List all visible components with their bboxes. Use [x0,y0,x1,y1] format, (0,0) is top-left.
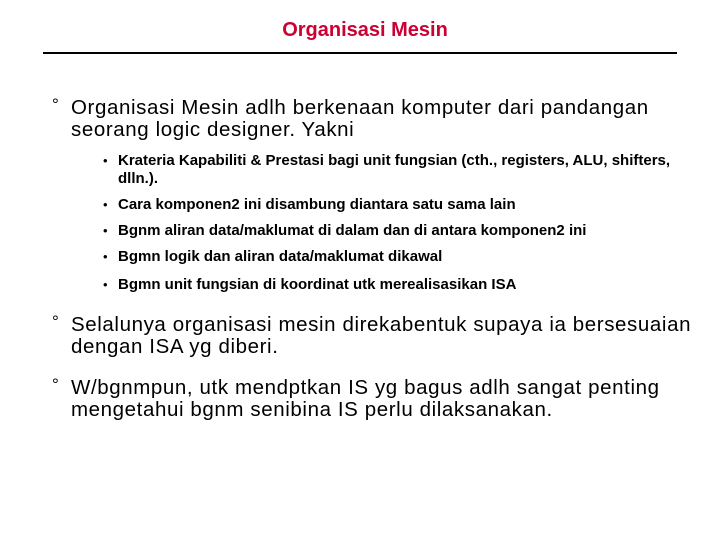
degree-bullet-icon: ° [52,312,60,331]
dot-bullet-icon: • [103,249,108,264]
slide-title: Organisasi Mesin [282,19,448,41]
sub-bullet-text: Bgnm aliran data/maklumat di dalam dan di antara komponen2 ini [118,222,587,239]
sub-bullet-text: Bgmn logik dan aliran data/maklumat dikawal [118,248,443,265]
dot-bullet-icon: • [103,153,108,168]
bullet-text: Selalunya organisasi mesin direkabentuk supaya ia bersesuaian dengan ISA yg diberi. [71,313,692,358]
bullet-item [52,377,692,421]
sub-bullet-item [103,152,698,188]
sub-bullet-item [103,222,698,240]
bullet-item [52,314,692,358]
dot-bullet-icon: • [103,197,108,212]
dot-bullet-icon: • [103,277,108,292]
sub-bullet-text: Krateria Kapabiliti & Prestasi bagi unit fungsian (cth., registers, ALU, shifters, dlln.). [118,152,671,187]
title-divider [43,52,677,54]
degree-bullet-icon: ° [52,95,60,114]
dot-bullet-icon: • [103,223,108,238]
degree-bullet-icon: ° [52,375,60,394]
sub-bullet-item [103,276,698,294]
bullet-text: Organisasi Mesin adlh berkenaan komputer dari pandangan seorang logic designer. Yakni [71,96,649,141]
sub-bullet-item [103,248,698,266]
sub-bullet-text: Bgmn unit fungsian di koordinat utk merealisasikan ISA [118,276,517,293]
sub-bullet-text: Cara komponen2 ini disambung diantara satu sama lain [118,196,516,213]
bullet-text: W/bgnmpun, utk mendptkan IS yg bagus adlh sangat penting mengetahui bgnm senibina IS perlu dilaksanakan. [71,376,660,421]
sub-bullet-item [103,196,698,214]
bullet-item [52,97,692,141]
